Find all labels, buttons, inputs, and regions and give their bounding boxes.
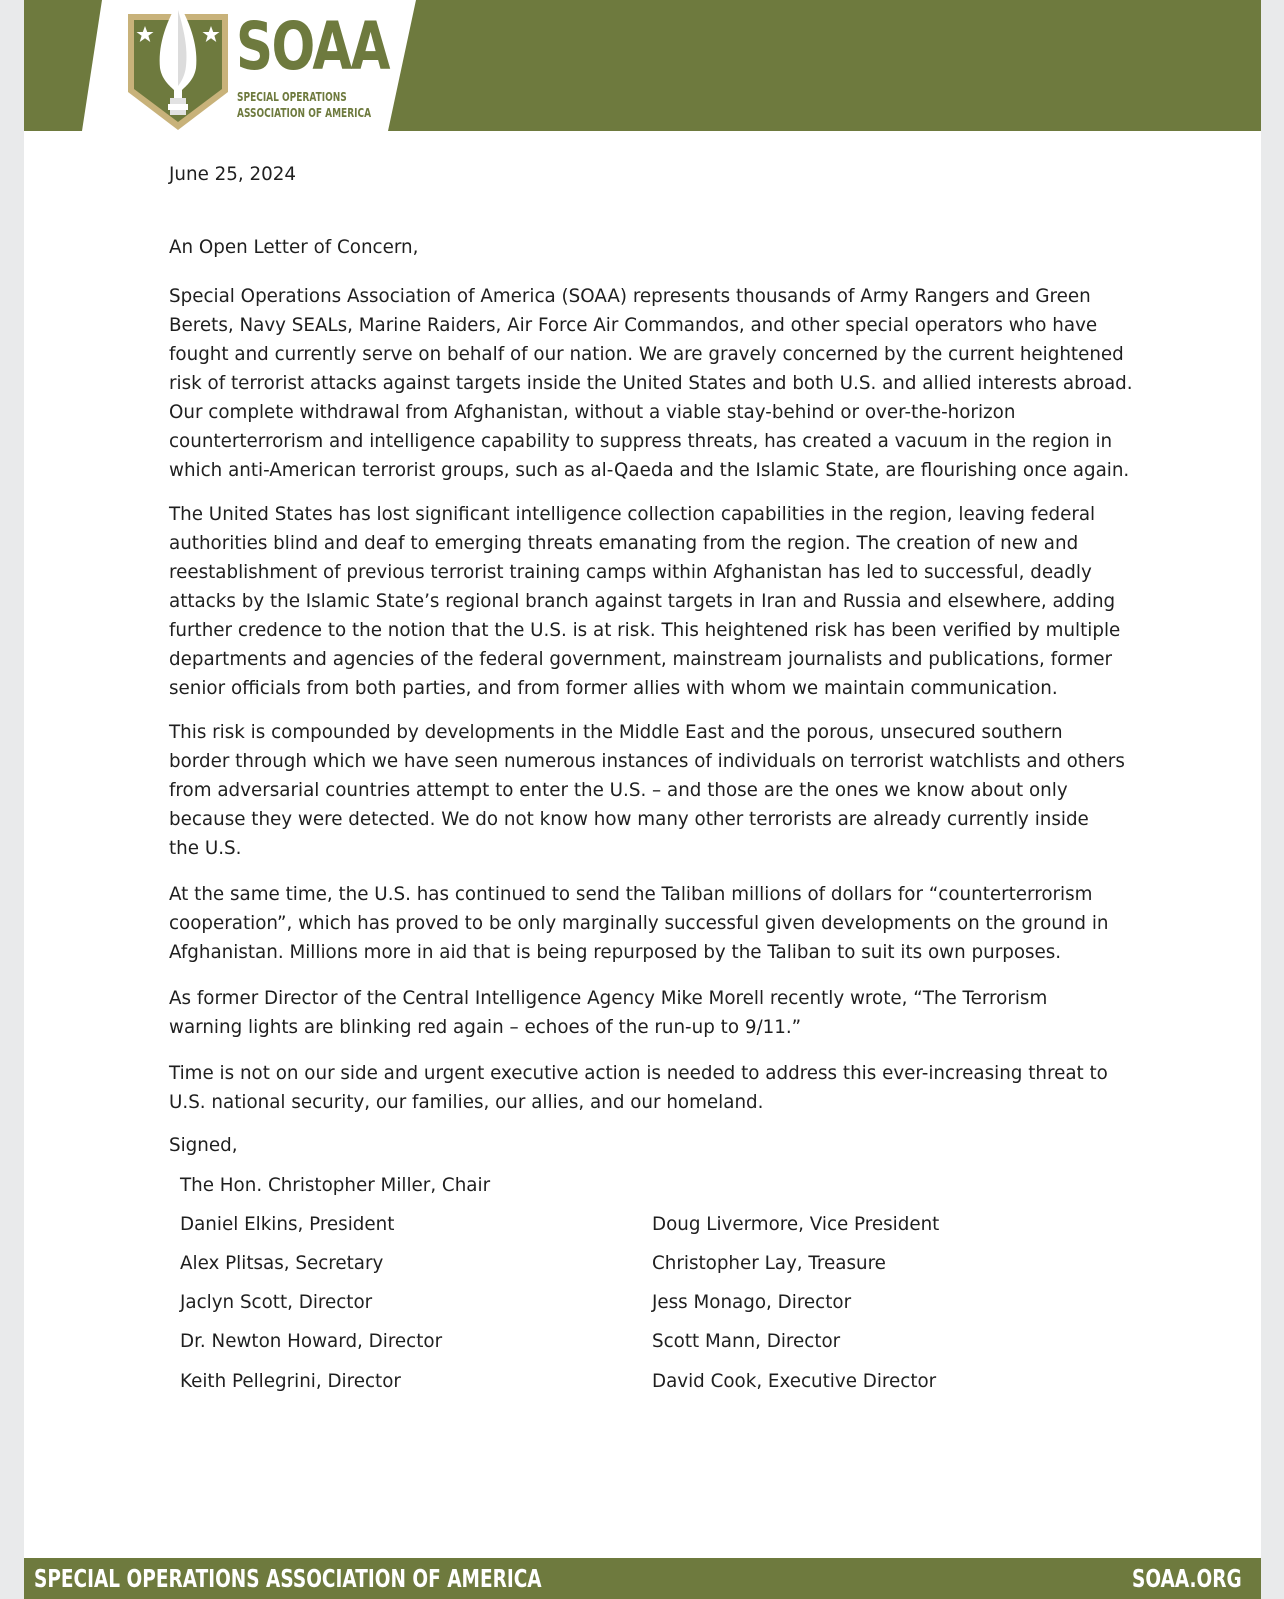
paragraph-3: This risk is compounded by developments in the Middle East and the porous, unsecured southern border through which we have seen numerous instances of individuals on terrorist watchlists and others from adversarial countries attempt to enter the U.S. – and those are the ones we know about only because they were detected. We do not know how many other terrorists are already currently inside the U.S. xyxy=(169,722,1125,859)
signatory-left: Jaclyn Scott, Director xyxy=(180,1292,373,1313)
signatory-left: Daniel Elkins, President xyxy=(180,1214,395,1235)
spearhead-shield-icon xyxy=(124,0,242,132)
footer-band xyxy=(24,1558,1261,1599)
signatory-left: Keith Pellegrini, Director xyxy=(180,1371,401,1392)
signatory-right: Doug Livermore, Vice President xyxy=(652,1214,940,1235)
signatory-right: Scott Mann, Director xyxy=(652,1331,841,1352)
paragraph-2: The United States has lost significant intelligence collection capabilities in the region, leaving federal authorities blind and deaf to emerging threats emanating from the region. The creation of new and reestablishment of previous terrorist training camps within Afghanistan has led to successful, deadly attacks by the Islamic State’s regional branch against targets in Iran and Russia and elsewhere, adding further credence to the notion that the U.S. is at risk. This heightened risk has been verified by multiple departments and agencies of the federal government, mainstream journalists and publications, former senior officials from both parties, and from former allies with whom we maintain communication. xyxy=(169,504,1121,699)
signatory-right: Christopher Lay, Treasure xyxy=(652,1253,886,1274)
signatory-chair: The Hon. Christopher Miller, Chair xyxy=(180,1175,491,1196)
letter-page xyxy=(24,0,1261,1599)
closing-signed: Signed, xyxy=(169,1135,238,1156)
paragraph-6: Time is not on our side and urgent executive action is needed to address this ever-increasing threat to U.S. national security, our families, our allies, and our homeland. xyxy=(169,1063,1108,1113)
salutation: An Open Letter of Concern, xyxy=(169,237,419,258)
paragraph-4: At the same time, the U.S. has continued to send the Taliban millions of dollars for “counterterrorism cooperation”, which has proved to be only marginally successful given developments on the ground in Afghanistan. Millions more in aid that is being repurposed by the Taliban to suit its own purposes. xyxy=(169,884,1109,963)
signatory-left: Alex Plitsas, Secretary xyxy=(180,1253,384,1274)
letter-date: June 25, 2024 xyxy=(169,164,297,185)
footer-website: SOAA.ORG xyxy=(1132,1564,1242,1593)
logo-subtitle: SPECIAL OPERATIONS ASSOCIATION OF AMERICA xyxy=(237,89,372,120)
signatory-right: David Cook, Executive Director xyxy=(652,1371,937,1392)
paragraph-1: Special Operations Association of America (SOAA) represents thousands of Army Rangers and Green Berets, Navy SEALs, Marine Raiders, Air Force Air Commandos, and other special operators who have fought and currently serve on behalf of our nation. We are gravely concerned by the current heightened risk of terrorist attacks against targets inside the United States and both U.S. and allied interests abroad. Our complete withdrawal from Afghanistan, without a viable stay-behind or over-the-horizon counterterrorism and intelligence capability to suppress threats, has created a vacuum in the region in which anti-American terrorist groups, such as al-Qaeda and the Islamic State, are flourishing once again. xyxy=(169,286,1133,481)
signatory-right: Jess Monago, Director xyxy=(652,1292,852,1313)
signatory-left: Dr. Newton Howard, Director xyxy=(180,1331,443,1352)
paragraph-5: As former Director of the Central Intelligence Agency Mike Morell recently wrote, “The Terrorism warning lights are blinking red again – echoes of the run-up to 9/11.” xyxy=(169,988,1048,1038)
footer-organization-name: SPECIAL OPERATIONS ASSOCIATION OF AMERICA xyxy=(34,1564,542,1593)
logo-wordmark: SOAA xyxy=(236,8,389,85)
